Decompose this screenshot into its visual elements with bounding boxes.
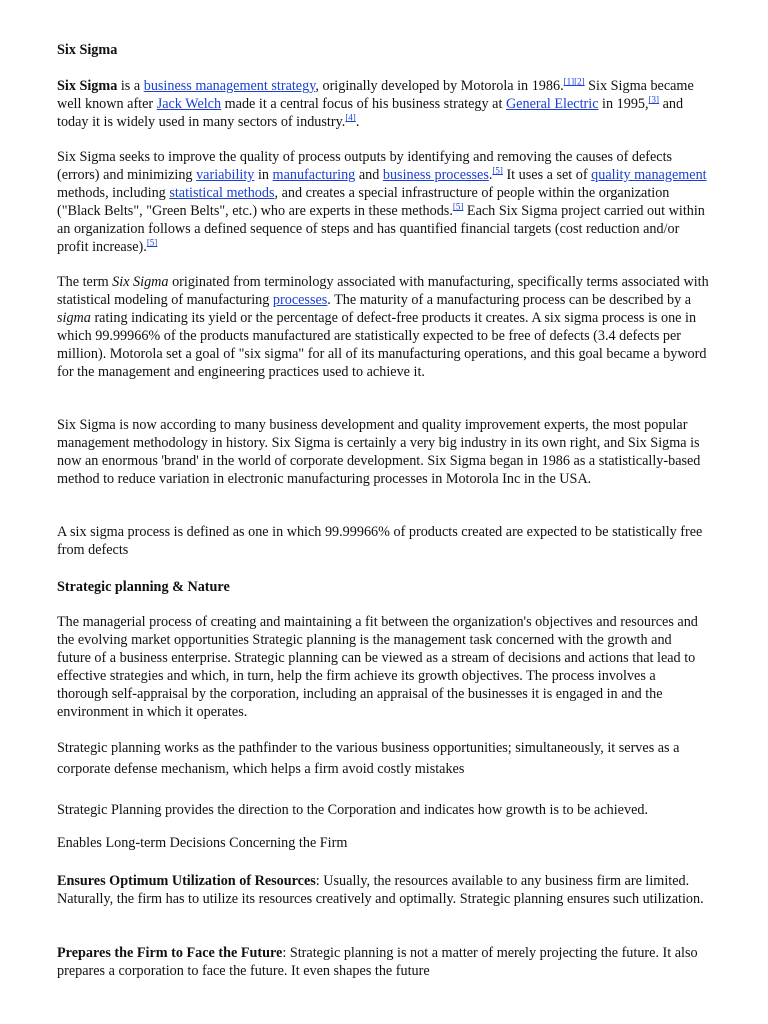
link-manufacturing[interactable]: manufacturing: [272, 167, 356, 183]
section-heading-strategic-planning: Strategic planning & Nature: [57, 579, 230, 595]
paragraph-popularity: Six Sigma is now according to many business development and quality improvement experts, the most popular management methodology in history. Six Sigma is certainly a very big industry in its own right, and Six Sigma is now an enormous 'brand' in the world of corporate development. Six Sigma began in 1986 as a statistically-based method to reduce variation in electronic manufacturing processes in Motorola Inc in the USA.: [57, 417, 701, 487]
paragraph-six-sigma-intro: Six Sigma is a business management strategy, originally developed by Motorola in 1986.[1][2] Six Sigma became well known after Jack Welch made it a central focus of his business strategy at General Electric in 1995,[3] and today it is widely used in many sectors of industry.[4].: [57, 76, 694, 130]
paragraph-strategic-planning-process: The managerial process of creating and maintaining a fit between the organization's objectives and resources and the evolving market opportunities Strategic planning is the management task concerned with the growth and future of a business enterprise. Strategic planning can be viewed as a stream of decisions and actions that lead to effective strategies and which, in turn, help the firm achieve its growth objectives. The process involves a thorough self-appraisal by the corporation, including an appraisal of the businesses it is engaged in and the environment in which it operates.: [57, 614, 698, 720]
paragraph-definition: A six sigma process is defined as one in which 99.99966% of products created are expected to be statistically free from defects: [57, 524, 703, 558]
paragraph-direction: Strategic Planning provides the direction to the Corporation and indicates how growth is to be achieved.: [57, 802, 649, 818]
link-general-electric[interactable]: General Electric: [505, 96, 599, 112]
link-quality-management[interactable]: quality management: [591, 167, 707, 183]
citation-4[interactable]: [4]: [345, 112, 356, 123]
term-six-sigma: Six Sigma: [57, 78, 118, 94]
link-jack-welch[interactable]: Jack Welch: [156, 96, 222, 112]
page-title: Six Sigma: [57, 42, 118, 58]
citation-1[interactable]: [1]: [563, 76, 575, 87]
citation-5[interactable]: [5]: [492, 165, 503, 176]
paragraph-long-term-decisions: Enables Long-term Decisions Concerning the Firm: [57, 835, 348, 851]
paragraph-prepares-future: Prepares the Firm to Face the Future: Strategic planning is not a matter of merely projecting the future. It also prepares a corporation to face the future. It even shapes the future: [57, 945, 698, 979]
citation-5[interactable]: [5]: [146, 237, 158, 248]
link-business-management-strategy[interactable]: business management strategy: [143, 78, 316, 94]
citation-2[interactable]: [2]: [574, 76, 585, 87]
paragraph-optimum-utilization: Ensures Optimum Utilization of Resources: Usually, the resources available to any business firm are limited. Naturally, the firm has to utilize its resources creatively and optimally. Strategic planning ensures such utilization.: [57, 873, 704, 907]
link-statistical-methods[interactable]: statistical methods: [169, 185, 275, 201]
link-processes[interactable]: processes: [272, 292, 328, 308]
link-variability[interactable]: variability: [196, 167, 255, 183]
paragraph-term-origin: The term Six Sigma originated from terminology associated with manufacturing, specifically terms associated with statistical modeling of manufacturing processes. The maturity of a manufacturing process can be described by a sigma rating indicating its yield or the percentage of defect-free products it creates. A six sigma process is one in which 99.99966% of the products manufactured are statistically expected to be free of defects (3.4 defects per million). Motorola set a goal of "six sigma" for all of its manufacturing operations, and this goal became a byword for the management and engineering practices used to achieve it.: [57, 274, 709, 380]
paragraph-pathfinder: Strategic planning works as the pathfinder to the various business opportunities; simultaneously, it serves as a corporate defense mechanism, which helps a firm avoid costly mistakes: [57, 740, 680, 777]
link-business-processes[interactable]: business processes: [382, 167, 489, 183]
citation-3[interactable]: [3]: [648, 94, 660, 105]
citation-5[interactable]: [5]: [452, 201, 464, 212]
paragraph-six-sigma-goals: Six Sigma seeks to improve the quality of process outputs by identifying and removing the causes of defects (errors) and minimizing variability in manufacturing and business processes.[5] It uses a set of quality management methods, including statistical methods, and creates a special infrastructure of people within the organization ("Black Belts", "Green Belts", etc.) who are experts in these methods.[5] Each Six Sigma project carried out within an organization follows a defined sequence of steps and has quantified financial targets (cost reduction and/or profit increase).[5]: [57, 149, 707, 255]
